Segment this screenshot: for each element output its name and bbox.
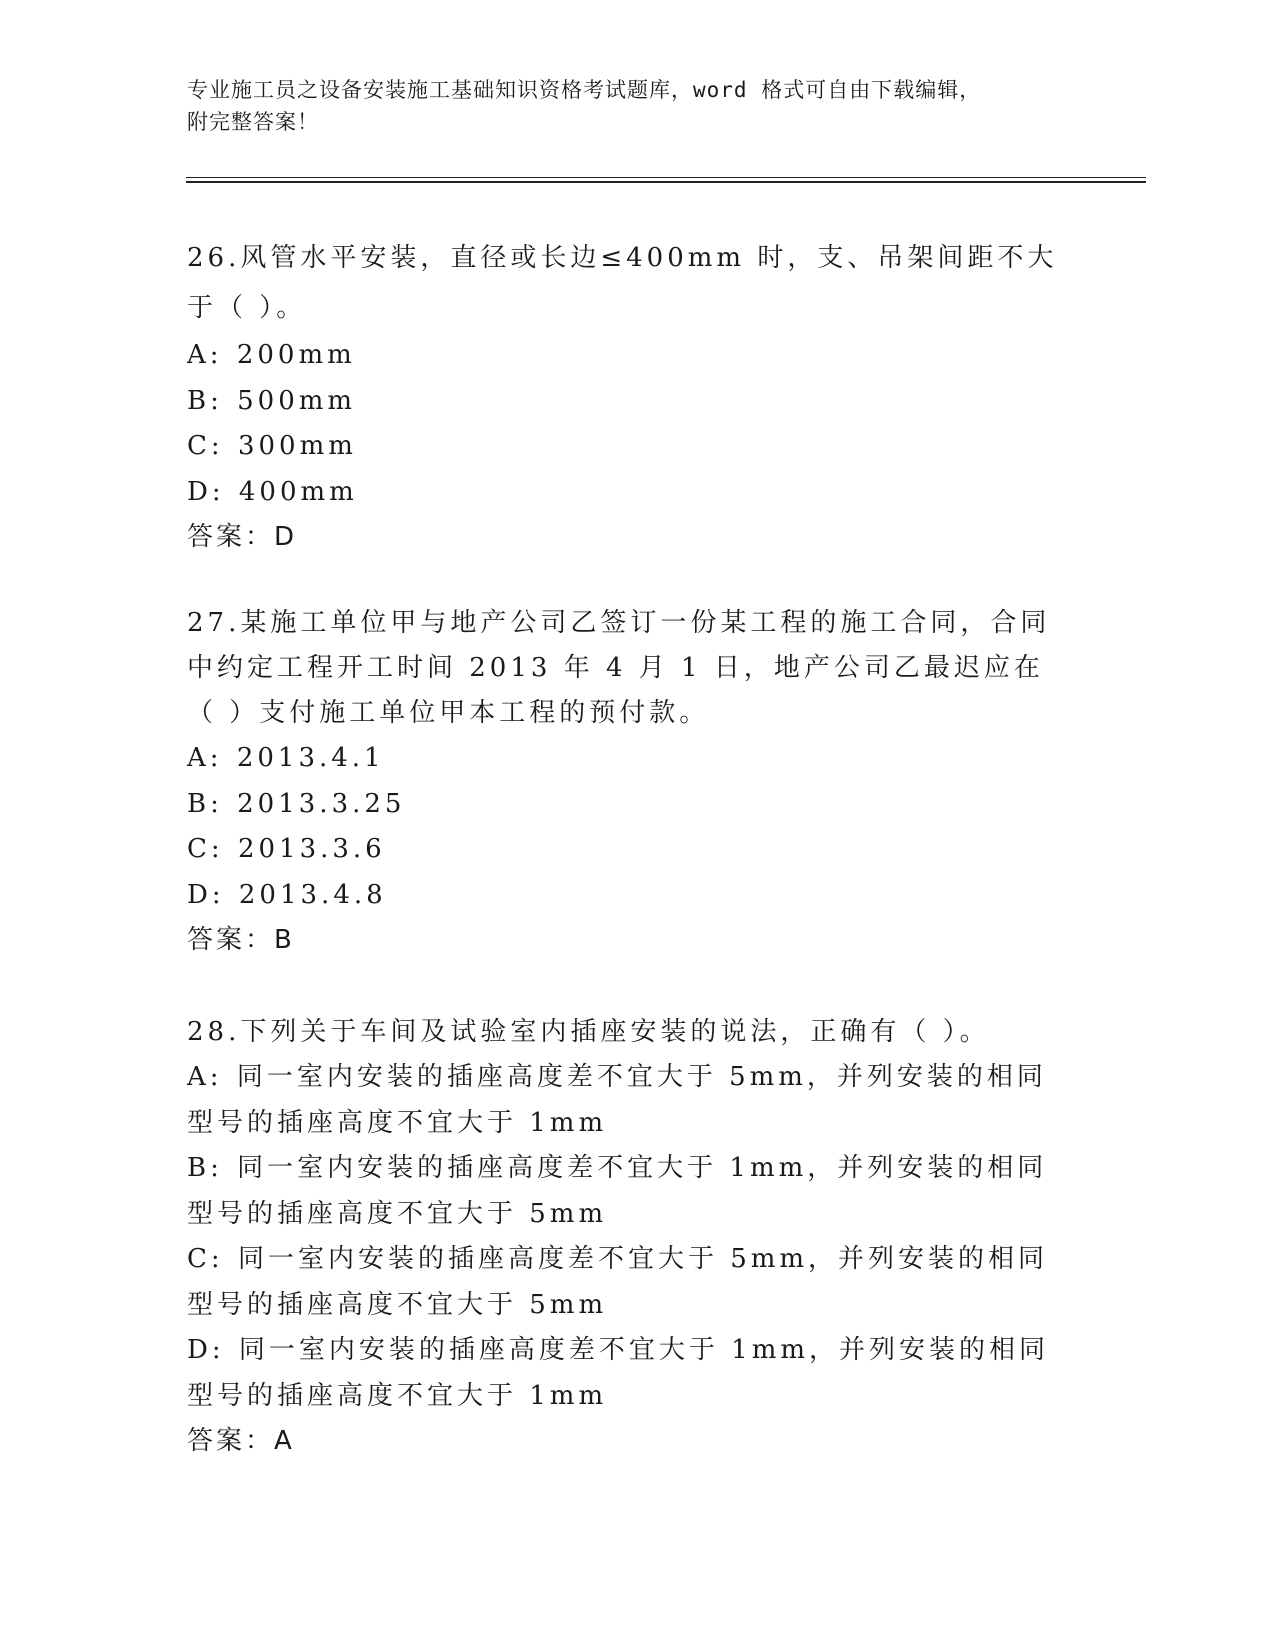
option-label: D: [187, 1335, 212, 1365]
question-28: [187, 1010, 1067, 1464]
option-separator: :: [209, 340, 223, 370]
option-text: 2013.4.8: [238, 879, 387, 910]
option-b: [187, 782, 1067, 828]
document-header: [187, 74, 1067, 138]
option-text: 同一室内安装的插座高度差不宜大于 1mm，并列安装的相同型号的插座高度不宜大于 5mm: [187, 1153, 1048, 1229]
option-separator: :: [210, 788, 223, 819]
option-text: 300mm: [237, 431, 357, 461]
question-27: [187, 601, 1067, 963]
question-stem: 27.某施工单位甲与地产公司乙签订一份某工程的施工合同，合同中约定工程开工时间 2013 年 4 月 1 日，地产公司乙最迟应在（ ）支付施工单位甲本工程的预付款。: [187, 608, 1051, 728]
option-separator: :: [210, 431, 224, 461]
option-separator: :: [209, 1062, 223, 1092]
option-c: [187, 424, 1067, 470]
option-label: A: [187, 1062, 210, 1092]
option-d: [187, 873, 1067, 919]
option-label: B: [187, 385, 211, 416]
question-stem: 26.风管水平安装，直径或长边≤400mm 时，支、吊架间距不大于（ ）。: [187, 243, 1058, 323]
option-separator: :: [211, 879, 225, 910]
header-line-1: 专业施工员之设备安装施工基础知识资格考试题库，word 格式可自由下载编辑，: [187, 78, 982, 102]
option-c: [187, 1237, 1067, 1328]
header-divider-bottom: [186, 181, 1146, 183]
option-label: A: [187, 340, 210, 370]
option-separator: :: [209, 743, 223, 773]
option-a: [187, 333, 1067, 379]
option-label: C: [187, 431, 211, 461]
option-text: 2013.3.25: [237, 788, 406, 819]
header-divider-top: [186, 177, 1146, 178]
option-text: 500mm: [237, 385, 357, 416]
option-separator: :: [210, 385, 223, 416]
option-text: 2013.4.1: [236, 743, 385, 773]
option-label: D: [187, 879, 212, 910]
option-separator: :: [211, 1335, 225, 1365]
option-separator: :: [210, 1244, 224, 1274]
option-b: [187, 1146, 1067, 1237]
question-26: [187, 233, 1067, 560]
option-label: D: [187, 476, 212, 507]
option-separator: :: [210, 1153, 223, 1183]
option-text: 2013.3.6: [237, 834, 386, 864]
question-stem: 28.下列关于车间及试验室内插座安装的说法，正确有（ ）。: [187, 1017, 990, 1047]
option-c: [187, 827, 1067, 873]
option-separator: :: [211, 476, 225, 507]
option-separator: :: [210, 834, 224, 864]
option-text: 同一室内安装的插座高度差不宜大于 5mm，并列安装的相同型号的插座高度不宜大于 1mm: [187, 1062, 1047, 1138]
option-text: 同一室内安装的插座高度差不宜大于 5mm，并列安装的相同型号的插座高度不宜大于 5mm: [187, 1244, 1049, 1320]
option-a: [187, 1055, 1067, 1146]
answer-line: 答案：A: [187, 1426, 295, 1456]
header-line-2: 附完整答案！: [187, 110, 319, 134]
answer-line: 答案：D: [187, 522, 298, 552]
option-a: [187, 736, 1067, 782]
option-text: 同一室内安装的插座高度差不宜大于 1mm，并列安装的相同型号的插座高度不宜大于 1mm: [187, 1335, 1050, 1411]
option-label: C: [187, 1244, 211, 1274]
option-text: 200mm: [236, 340, 356, 370]
option-label: A: [187, 743, 210, 773]
option-label: C: [187, 834, 211, 864]
answer-line: 答案：B: [187, 925, 295, 955]
option-text: 400mm: [238, 476, 358, 507]
option-label: B: [187, 788, 211, 819]
option-d: [187, 470, 1067, 516]
option-d: [187, 1328, 1067, 1419]
option-b: [187, 379, 1067, 425]
option-label: B: [187, 1153, 211, 1183]
